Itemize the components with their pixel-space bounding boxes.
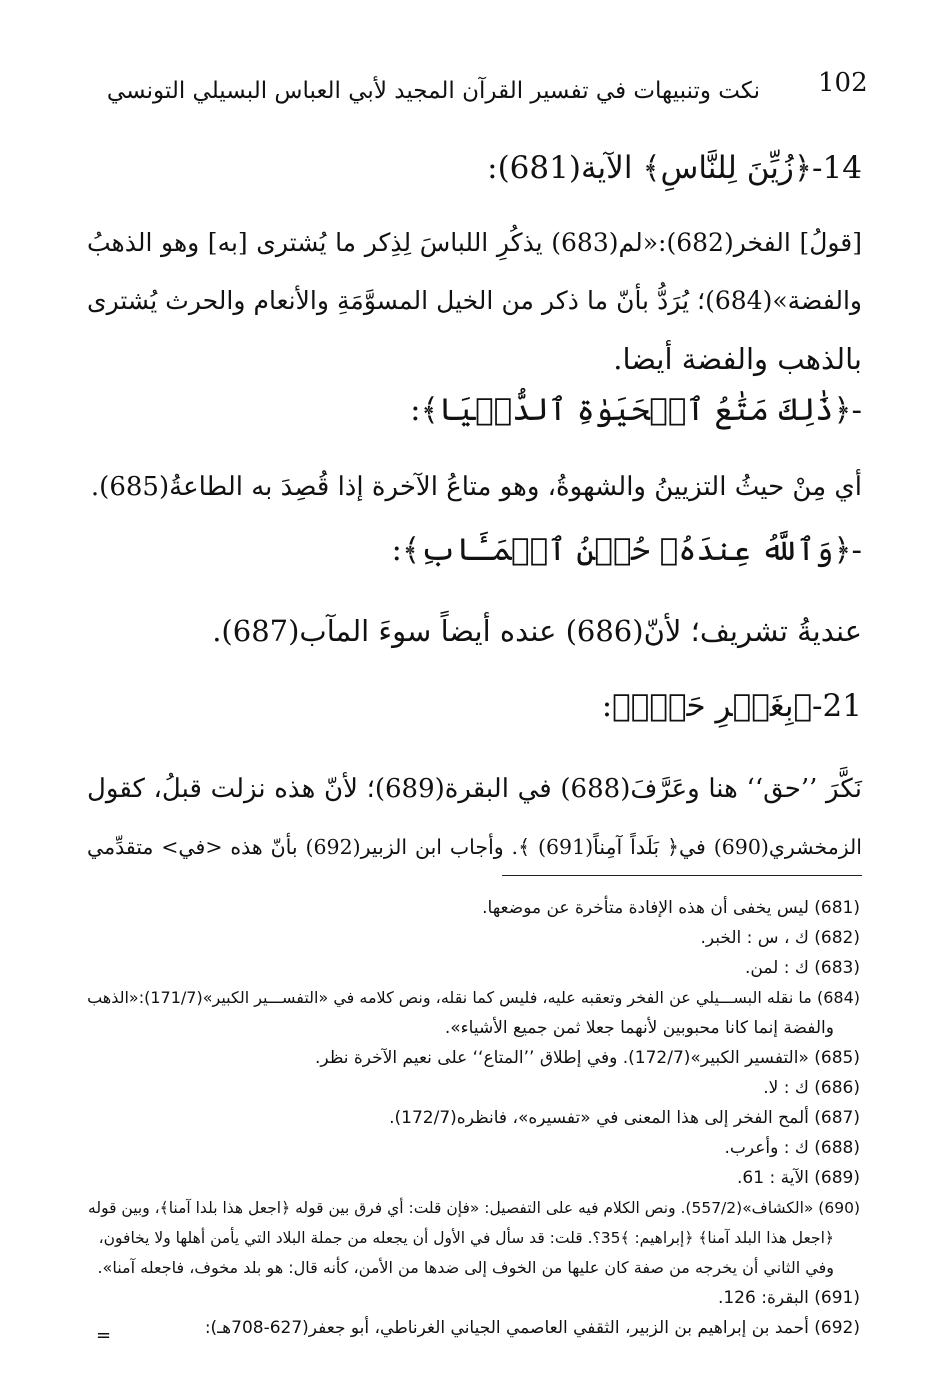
footnote-686: (686) ك : لا. <box>763 1078 860 1098</box>
footnote-682: (682) ك ، س : الخبر. <box>700 928 860 948</box>
section-14-paragraph <box>87 214 862 388</box>
paragraph-line: والفضة»(684)؛ يُرَدُّ بأنّ ما ذكر من الخيل المسوَّمَةِ والأنعام والحرث يُشترى <box>87 286 862 315</box>
footnote-681: (681) ليس يخفى أن هذه الإفادة متأخرة عن موضعها. <box>482 898 860 918</box>
paragraph-line: أي مِنْ حيثُ التزيينُ والشهوةُ، وهو متاعُ الآخرة إذا قُصِدَ به الطاعةُ(685). <box>90 472 862 502</box>
section-heading-21: 21-﴿بِغَيۡرِ حَقّٖ﴾: <box>601 688 862 724</box>
footnote-separator <box>502 875 862 876</box>
paragraph-line: الزمخشري(690) في﴿ بَلَداً آمِناً(691) ﴾. وأجاب ابن الزبير(692) بأنّ هذه <في> متقدِّمي <box>87 835 862 859</box>
dunya-paragraph <box>87 458 862 516</box>
footnote-691: (691) البقرة: 126. <box>717 1288 860 1308</box>
footnote-684-continued: والفضة إنما كانا محبوبين لأنهما جعلا ثمن جميع الأشياء». <box>444 1018 834 1038</box>
footnote-692: (692) أحمد بن إبراهيم بن الزبير، الثقفي العاصمي الجياني الغرناطي، أبو جعفر(627-708هـ): <box>204 1318 860 1338</box>
footnote-687: (687) ألمح الفخر إلى هذا المعنى في «تفسيره»، فانظره(172/7). <box>389 1108 860 1128</box>
maab-paragraph <box>87 602 862 660</box>
section-21-paragraph <box>87 760 862 876</box>
section-heading-14: 14-﴿زُيِّنَ لِلنَّاسِ﴾ الآية(681): <box>487 150 862 186</box>
paragraph-line: [قولُ] الفخر(682):«لم(683) يذكُرِ اللباسَ لِذِكر ما يُشترى [به] وهو الذهبُ <box>87 228 862 257</box>
footnote-689: (689) الآية : 61. <box>737 1168 860 1188</box>
footnote-690-continued: ﴿اجعل هذا البلد آمنا﴾ ﴿إبراهيم: ﴾35؟. قلت: قد سأل في الأول أن يجعله من جملة البلاد التي يأمن أهلها ولا يخافون، <box>98 1229 834 1247</box>
footnote-690: (690) «الكشاف»(557/2). ونص الكلام فيه على التفصيل: «فإن قلت: أي فرق بين قوله ﴿اجعل هذا بلدا آمنا﴾، وبين قوله <box>88 1199 860 1217</box>
verse-heading-maab: -﴿وَٱللَّهُ عِندَهُۥ حُسۡنُ ٱلۡمَـَٔابِ﴾: <box>391 532 862 568</box>
footnote-690-continued: وفي الثاني أن يخرجه من صفة كان عليها من الخوف إلى ضدها من الأمن، كأنه قال: هو بلد مخوف، فاجعله آمنا». <box>97 1258 834 1277</box>
margin-mark: = <box>96 1325 112 1346</box>
footnotes <box>80 893 860 1343</box>
verse-heading-dunya: -﴿ذَٰلِكَ مَتَٰعُ ٱلۡحَيَوٰةِ ٱلدُّنۡيَا﴾: <box>410 392 862 428</box>
footnote-683: (683) ك : لمن. <box>744 958 860 978</box>
page-number: 102 <box>818 68 868 98</box>
paragraph-line: بالذهب والفضة أيضا. <box>613 342 862 376</box>
paragraph-line: عنديةُ تشريف؛ لأنّ(686) عنده أيضاً سوءَ المآب(687). <box>212 614 862 648</box>
footnote-688: (688) ك : وأعرب. <box>724 1138 860 1158</box>
paragraph-line: نَكَّرَ ’’حق‘‘ هنا وعَرَّفَ(688) في البقرة(689)؛ لأنّ هذه نزلت قبلُ، كقول <box>87 774 863 804</box>
footnote-684: (684) ما نقله البســـيلي عن الفخر وتعقبه عليه، فليس كما نقله، ونص كلامه في «التفســـير الكبير»(171/7):«الذهب <box>87 988 860 1007</box>
running-header: نكت وتنبيهات في تفسير القرآن المجيد لأبي العباس البسيلي التونسي <box>106 78 760 104</box>
footnote-685: (685) «التفسير الكبير»(172/7). وفي إطلاق ’’المتاع‘‘ على نعيم الآخرة نظر. <box>315 1048 860 1068</box>
